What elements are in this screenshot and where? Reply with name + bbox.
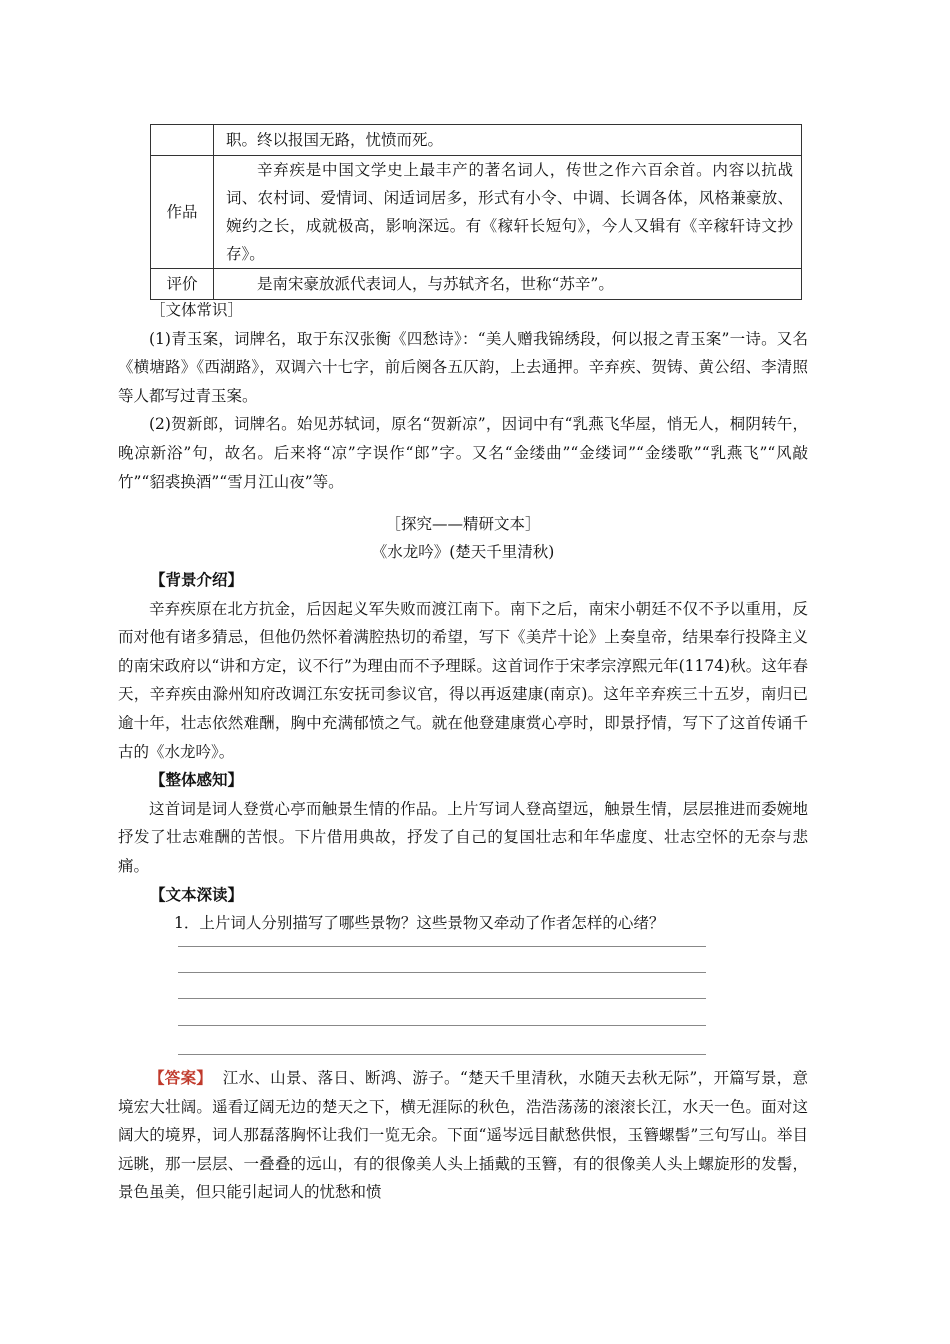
question: 1．上片词人分别描写了哪些景物？这些景物又牵动了作者怎样的心绪？	[174, 914, 665, 933]
paragraph: 辛弃疾原在北方抗金，后因起义军失败而渡江南下。南下之后，南宋小朝廷不仅不予以重用，反而对他有诸多猜忌，但他仍然怀着满腔热切的希望，写下《美芹十论》上奏皇帝，结果奉行投降主义的南宋政府以“讲和方定，议不行”为理由而不予理睬。这首词作于宋孝宗淳熙元年(1174)秋。这年春天，辛弃疾由滁州知府改调江东安抚司参议官，得以再返建康(南京)。这年辛弃疾三十五岁，南归已逾十年，壮志依然难酬，胸中充满郁愤之气。就在他登建康赏心亭时，即景抒情，写下了这首传诵千古的《水龙吟》。	[118, 599, 808, 761]
table-row	[151, 269, 802, 300]
section-heading: 【文本深读】	[150, 884, 244, 904]
beijing-section	[118, 566, 808, 938]
section-title: ［探究——精研文本］	[385, 515, 541, 533]
answer-section	[118, 1064, 808, 1207]
paragraph: 这首词是词人登赏心亭而触景生情的作品。上片写词人登高望远，触景生情，层层推进而委婉地抒发了壮志难酬的苦恨。下片借用典故，抒发了自己的复国壮志和年华虚度、壮志空怀的无奈与悲痛。	[118, 799, 808, 875]
section-heading: ［文体常识］	[150, 301, 244, 319]
table-row	[151, 125, 802, 156]
table-row	[151, 156, 802, 269]
answer-blank-line[interactable]	[178, 1054, 706, 1055]
row-content: 是南宋豪放派代表词人，与苏轼齐名，世称“苏辛”。	[214, 269, 802, 300]
row-label: 作品	[151, 156, 214, 269]
answer-tag: 【答案】	[149, 1068, 213, 1087]
row-label	[151, 125, 214, 156]
author-info-table	[150, 124, 802, 300]
answer-paragraph	[118, 1064, 808, 1207]
answer-text: 江水、山景、落日、断鸿、游子。“楚天千里清秋，水随天去秋无际”，开篇写景，意境宏大壮阔。遥看辽阔无边的楚天之下，横无涯际的秋色，浩浩荡荡的滚滚长江，水天一色。面对这阔大的境界，词人那磊落胸怀让我们一览无余。下面“遥岑远目献愁供恨，玉簪螺髻”三句写山。举目远眺，那一层层、一叠叠的远山，有的很像美人头上插戴的玉簪，有的很像美人头上螺旋形的发髻，景色虽美，但只能引起词人的忧愁和愤	[118, 1069, 808, 1202]
answer-blank-line[interactable]	[178, 998, 706, 999]
answer-blank-line[interactable]	[178, 972, 706, 973]
section-heading: 【背景介绍】	[150, 570, 244, 589]
paragraph: (2)贺新郎，词牌名。始见苏轼词，原名“贺新凉”，因词中有“乳燕飞华屋，悄无人，桐阴转午，晚凉新浴”句，故名。后来将“凉”字误作“郎”字。又名“金缕曲”“金缕词”“金缕歌”“乳燕飞”“风敲竹”“貂裘换酒”“雪月江山夜”等。	[118, 415, 808, 491]
row-label: 评价	[151, 269, 214, 300]
poem-title: 《水龙吟》(楚天千里清秋)	[371, 543, 555, 561]
section-heading: 【整体感知】	[150, 770, 244, 790]
answer-blank-line[interactable]	[178, 946, 706, 947]
answer-blank-line[interactable]	[178, 1025, 706, 1026]
row-content: 职。终以报国无路，忧愤而死。	[214, 125, 802, 156]
paragraph: (1)青玉案，词牌名，取于东汉张衡《四愁诗》：“美人赠我锦绣段，何以报之青玉案”一诗。又名《横塘路》《西湖路》，双调六十七字，前后阕各五仄韵，上去通押。辛弃疾、贺铸、黄公绍、李清照等人都写过青玉案。	[118, 329, 808, 405]
row-content: 辛弃疾是中国文学史上最丰产的著名词人，传世之作六百余首。内容以抗战词、农村词、爱情词、闲适词居多，形式有小令、中调、长调各体，风格兼豪放、婉约之长，成就极高，影响深远。有《稼轩长短句》，今人又辑有《辛稼轩诗文抄存》。	[214, 156, 802, 269]
wenti-section	[118, 296, 808, 496]
